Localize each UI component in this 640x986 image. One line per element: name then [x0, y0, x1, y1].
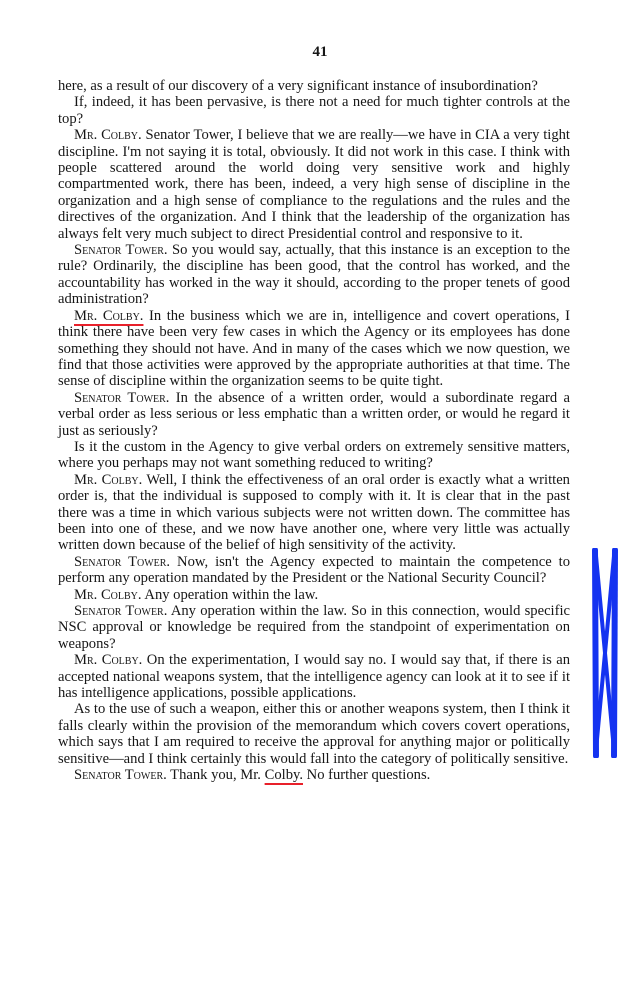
- paragraph-text: Senator Tower, I believe that we are really—we have in CIA a very tight discipline. I'm not saying it is total, obviously. It did not work in this case. I think with people scattered around the world doing very sensitive work and highly compartmented work, there has been, indeed, a very high sense of discipline in the organization and a high sense of compliance to the regulations and the rules and the directives of the organization. And I think that the leadership of the organization has always felt very much subject to direct Presidential control and responsive to it.: [58, 127, 570, 242]
- paragraph: [58, 127, 570, 242]
- paragraph-text: In the business which we are in, intelligence and covert operations, I think there have been very few cases in which the Agency or its employees has done something they should not have. And in many of the cases which we now question, we find that those activities were approved by the appropriate authorities at that time. The sense of discipline within the organization seems to be quite tight.: [58, 307, 570, 390]
- paragraph: [58, 94, 570, 127]
- speaker-name: Senator Tower.: [74, 767, 167, 784]
- paragraph-text: No further questions.: [303, 767, 431, 784]
- paragraph: [58, 308, 570, 390]
- paragraph-text: On the experimentation, I would say no. I would say that, if there is an accepted national weapons system, that the intelligence agency can look at it to see if it has intelligence applications, possible applications.: [58, 652, 570, 702]
- speaker-name: Mr. Colby.: [74, 652, 143, 669]
- closing-paragraph: [58, 767, 570, 783]
- paragraph: [58, 701, 570, 767]
- paragraph: [58, 439, 570, 472]
- paragraph: [58, 652, 570, 701]
- paragraph-text: In the absence of a written order, would a subordinate regard a verbal order as less serious or less emphatic than a written order, or would he regard it just as seriously?: [58, 389, 570, 439]
- paragraph-text: Any operation within the law. So in this connection, would specific NSC approval or knowledge be required from the standpoint of experimentation on weapons?: [58, 603, 571, 652]
- speaker-name: Senator Tower.: [74, 553, 171, 570]
- margin-mark-stroke: [614, 550, 615, 756]
- paragraph: [58, 554, 570, 587]
- paragraph-text: If, indeed, it has been pervasive, is there not a need for much tighter controls at the top?: [58, 94, 570, 127]
- paragraph-text: Well, I think the effectiveness of an oral order is exactly what a written order is, that the individual is supposed to comply with it. It is clear that in the past there was a time in which various subjects were not written down. The committee has been into one of these, and we now have another one, where very little was actually written down because of the belief of high sensitivity of the activity.: [58, 471, 570, 554]
- paragraph-text: Thank you, Mr.: [166, 767, 265, 784]
- paragraph: [58, 390, 570, 439]
- paragraph-text: As to the use of such a weapon, either this or another weapons system, then I think it falls clearly within the provision of the memorandum which covers covert operations, which says that I am required to receive the approval for anything major or politically sensitive—and I think certainly this would fall into the category of politically sensitive.: [58, 701, 570, 767]
- speaker-name: Mr. Colby.: [74, 127, 142, 144]
- document-body: [58, 78, 570, 783]
- paragraph-text: Now, isn't the Agency expected to maintain the competence to perform any operation mandated by the President or the National Security Council?: [58, 553, 570, 587]
- speaker-name: Senator Tower.: [74, 603, 168, 619]
- paragraph: [58, 78, 570, 94]
- paragraph-text: Is it the custom in the Agency to give verbal orders on extremely sensitive matters, where you perhaps may not want something reduced to writing?: [58, 438, 570, 472]
- paragraph: [58, 587, 570, 603]
- paragraph: [58, 472, 570, 554]
- margin-mark-stroke: [595, 550, 596, 756]
- paragraph: [58, 242, 570, 308]
- margin-x-mark: [588, 548, 622, 758]
- paragraph-text: here, as a result of our discovery of a very significant instance of insubordination?: [58, 78, 538, 94]
- paragraph-text: Any operation within the law.: [141, 586, 319, 603]
- underlined-name: Colby.: [264, 767, 303, 784]
- speaker-name: Mr. Colby.: [74, 586, 142, 603]
- page-number: 41: [312, 44, 328, 60]
- paragraph-text: So you would say, actually, that this instance is an exception to the rule? Ordinarily, the discipline has been good, that the control has worked, and the accountability has worked in the way it should, according to the proper tenets of good administration?: [58, 242, 571, 308]
- underlined-speaker-name: Mr. Colby.: [74, 307, 144, 324]
- speaker-name: Mr. Colby.: [74, 471, 143, 488]
- paragraph: [58, 603, 570, 652]
- speaker-name: Senator Tower.: [74, 389, 170, 406]
- speaker-name: Senator Tower.: [74, 242, 168, 259]
